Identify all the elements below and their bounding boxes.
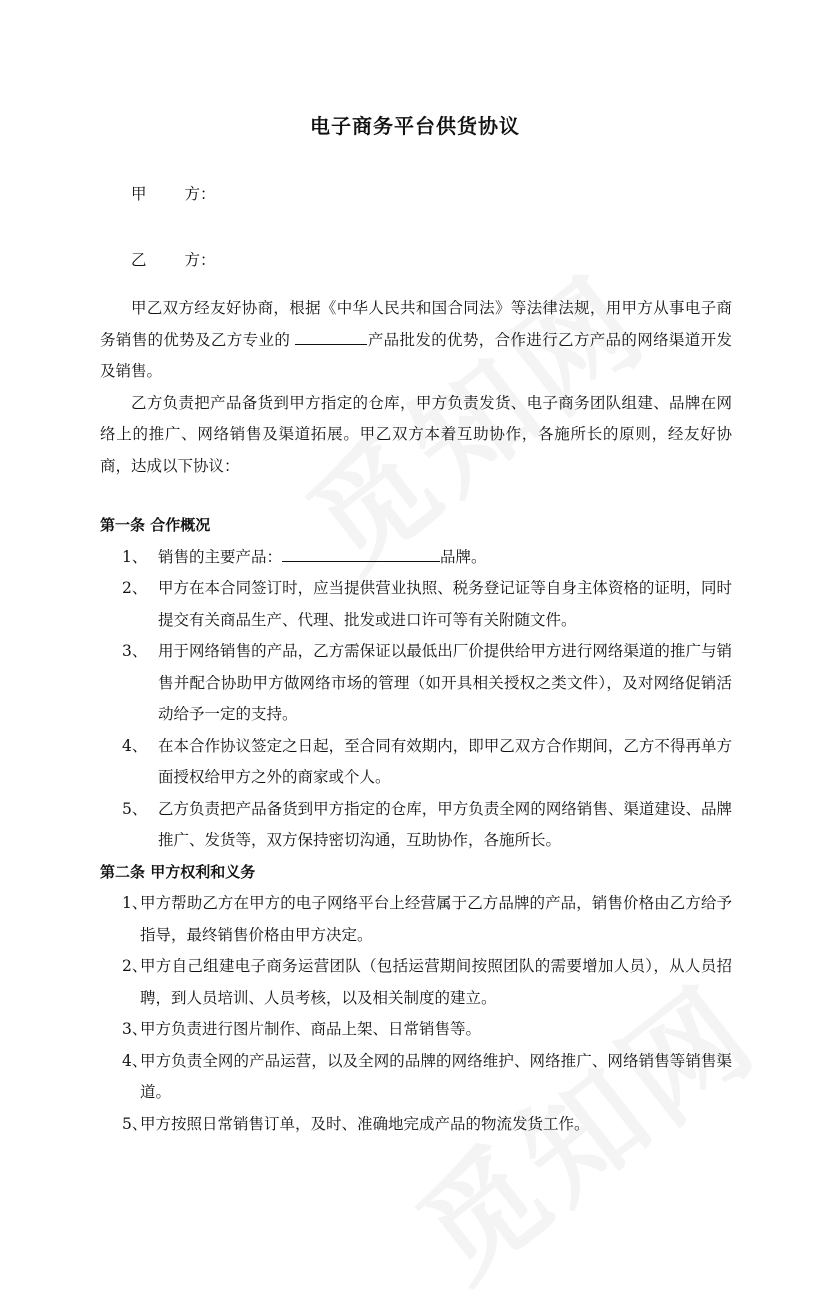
- list-item: 3、 用于网络销售的产品，乙方需保证以最低出厂价提供给甲方进行网络渠道的推广与销售并配合协助甲方做网络市场的管理（如开具相关授权之类文件），及对网络促销活动给予一定的支持。: [122, 642, 732, 723]
- party-b-label: 乙: [131, 251, 147, 269]
- list-item: 4、 甲方负责全网的产品运营，以及全网的品牌的网络维护、网络推广、网络销售等销售渠道。: [122, 1051, 732, 1101]
- party-b-line: 乙 方：: [131, 251, 216, 269]
- party-a-line: 甲 方：: [131, 185, 216, 203]
- brand-blank-field[interactable]: [282, 545, 440, 562]
- list-item: 1、 甲方帮助乙方在甲方的电子网络平台上经营属于乙方品牌的产品，销售价格由乙方给予指导，最终销售价格由甲方决定。: [122, 894, 732, 944]
- list-item: 2、 甲方在本合同签订时，应当提供营业执照、税务登记证等自身主体资格的证明，同时提交有关商品生产、代理、批发或进口许可等有关附随文件。: [122, 579, 732, 629]
- list-item: 1、 销售的主要产品： 品牌。: [100, 542, 732, 574]
- document-title: 电子商务平台供货协议: [310, 114, 520, 138]
- product-blank-field[interactable]: [295, 328, 367, 345]
- list-item: 5、 甲方按照日常销售订单，及时、准确地完成产品的物流发货工作。: [122, 1114, 590, 1133]
- party-a-label: 甲: [131, 185, 147, 203]
- intro-paragraph-1: 甲乙双方经友好协商，根据《中华人民共和国合同法》等法律法规，用甲方从事电子商务销售的优势及乙方专业的 产品批发的优势，合作进行乙方产品的网络渠道开发及销售。: [100, 299, 732, 380]
- section-2-heading: 第二条 甲方权利和义务: [100, 862, 256, 881]
- intro-paragraph-2: 乙方负责把产品备货到甲方指定的仓库，甲方负责发货、电子商务团队组建、品牌在网络上的推广、网络销售及渠道拓展。甲乙双方本着互助协作，各施所长的原则，经友好协商，达成以下协议：: [100, 393, 732, 475]
- list-item: 4、 在本合作协议签定之日起，至合同有效期内，即甲乙双方合作期间，乙方不得再单方面授权给甲方之外的商家或个人。: [122, 736, 732, 786]
- section-1-heading: 第一条 合作概况: [100, 516, 211, 534]
- list-item: 5、 乙方负责把产品备货到甲方指定的仓库，甲方负责全网的网络销售、渠道建设、品牌推广、发货等，双方保持密切沟通，互助协作，各施所长。: [122, 799, 732, 849]
- document-body: [100, 293, 732, 1140]
- list-item: 2、 甲方自己组建电子商务运营团队（包括运营期间按照团队的需要增加人员），从人员招聘，到人员培训、人员考核，以及相关制度的建立。: [122, 957, 732, 1007]
- list-item: 3、 甲方负责进行图片制作、商品上架、日常销售等。: [122, 1020, 482, 1038]
